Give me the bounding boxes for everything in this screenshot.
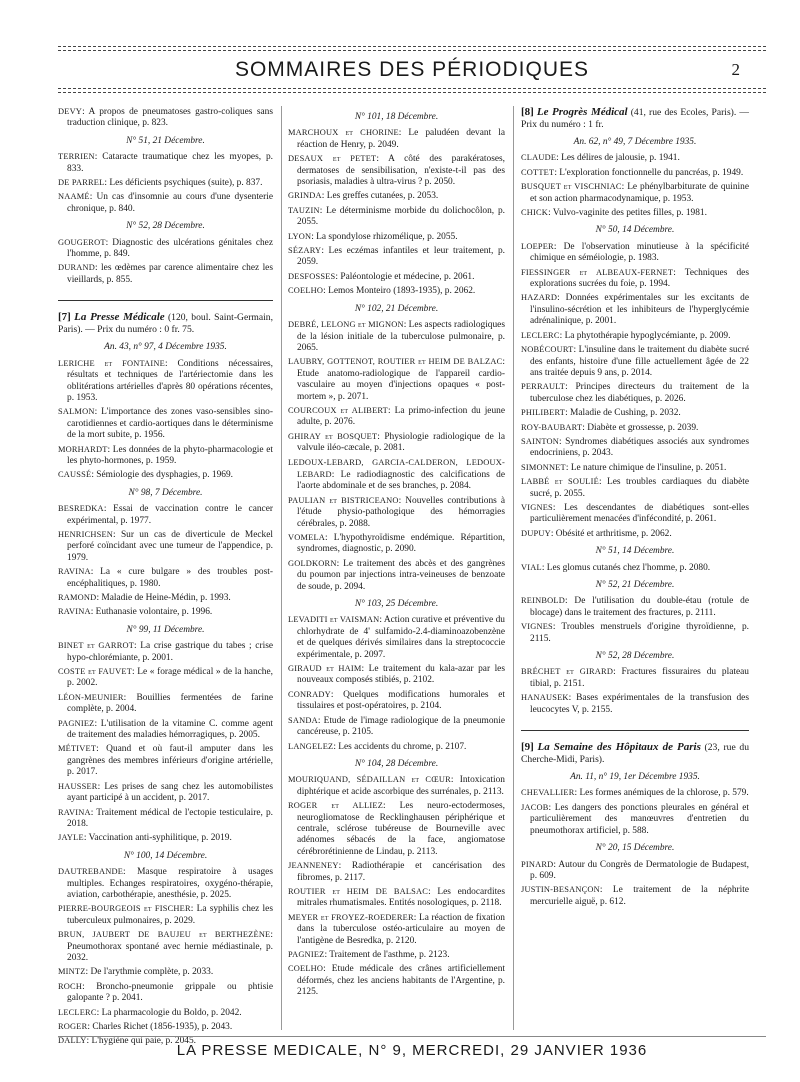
journal-info: (41, rue des Ecoles, Paris). — Prix du numéro : 1 fr. bbox=[521, 107, 750, 130]
article-entry bbox=[58, 866, 273, 901]
article-title: : Les données de la phyto-pharmacologie et les phyto-hormones, p. 1959. bbox=[67, 444, 273, 466]
article-authors: SALMON bbox=[58, 407, 95, 417]
article-title: : L'utilisation de la vitamine C. comme agent de traitement des maladies hémorragiques, p. 2005. bbox=[67, 718, 273, 741]
issue-heading: N° 52, 21 Décembre. bbox=[595, 580, 675, 590]
article-title: : Le nature chimique de l'insuline, p. 2051. bbox=[565, 462, 727, 473]
article-entry bbox=[521, 859, 749, 883]
article-authors: DURAND bbox=[58, 263, 96, 273]
issue-heading: N° 101, 18 Décembre. bbox=[354, 112, 439, 122]
article-title: : Quand et où faut-il amputer dans les gangrènes des membres inférieurs d'origine artérielle, p. 2017. bbox=[67, 744, 273, 778]
article-entry bbox=[521, 502, 749, 526]
journal-name: La Semaine des Hôpitaux de Paris bbox=[537, 741, 701, 754]
column-left bbox=[58, 106, 273, 1050]
article-entry bbox=[58, 358, 273, 405]
issue-heading: N° 98, 7 Décembre. bbox=[128, 487, 203, 498]
article-title: : Diagnostic des ulcérations génitales chez l'homme, p. 849. bbox=[67, 237, 273, 260]
article-authors: DEBRÉ, LELONG et MIGNON bbox=[288, 320, 404, 330]
article-entry bbox=[288, 614, 505, 661]
article-entry bbox=[58, 151, 273, 175]
article-authors: JEANNENEY bbox=[288, 861, 339, 871]
article-entry bbox=[288, 715, 505, 739]
issue-heading: N° 100, 14 Décembre. bbox=[123, 850, 208, 861]
article-authors: GOUGEROT bbox=[58, 237, 106, 247]
issue-heading: N° 50, 14 Décembre. bbox=[595, 225, 675, 236]
article-title: : les œdèmes par carence alimentaire chez les vieillards, p. 855. bbox=[67, 263, 273, 285]
article-title: : Les glomus cutanés chez l'homme, p. 2080. bbox=[541, 562, 711, 573]
article-title: : A côté des parakératoses, dermatoses de sensibilisation, n'existe-t-il pas des psoriasis, maladies à ultra-virus ? p. 2050. bbox=[297, 154, 505, 188]
article-entry bbox=[288, 205, 505, 229]
article-title: : Quelques modifications humorales et tissulaires et post-opératoires, p. 2104. bbox=[297, 689, 505, 712]
article-entry bbox=[288, 285, 505, 297]
article-title: : Le traitement du kala-azar par les nouveaux composés stibiés, p. 2102. bbox=[297, 664, 505, 686]
article-authors: CHEVALLIER bbox=[521, 788, 575, 798]
article-entry bbox=[288, 963, 505, 998]
article-title: : Les délires de jalousie, p. 1941. bbox=[556, 153, 680, 164]
article-entry bbox=[288, 741, 505, 753]
article-authors: DUPUY bbox=[521, 528, 551, 538]
article-entry bbox=[521, 884, 749, 908]
article-entry bbox=[521, 462, 749, 474]
article-title: : La primo-infection du jeune adulte, p. 2076. bbox=[297, 405, 505, 428]
article-title: : Etude médicale des crânes artificiellement déformés, chez les anciens habitants de l'Argentine, p. 2125. bbox=[297, 964, 505, 998]
column-right bbox=[521, 106, 749, 910]
journal-heading bbox=[521, 741, 749, 766]
article-entry bbox=[521, 422, 749, 434]
article-title: : Les eczémas infantiles et leur traitement, p. 2059. bbox=[297, 246, 505, 268]
article-title: : Les accidents du chrome, p. 2107. bbox=[333, 741, 467, 752]
article-title: : Le radiodiagnostic des calcifications de l'aorte abdominale et de ses branches, p. 2084. bbox=[297, 469, 505, 492]
article-entry bbox=[288, 800, 505, 858]
article-authors: LERICHE et FONTAINE bbox=[58, 358, 165, 368]
article-title: : De l'utilisation du double-étau (rotule de blocage) dans le traitement des fractures, p. 2111. bbox=[530, 596, 749, 618]
top-double-rule-1 bbox=[58, 46, 766, 47]
section-rule bbox=[58, 300, 273, 301]
article-entry bbox=[521, 476, 749, 500]
journal-number: [9] bbox=[521, 741, 534, 754]
article-entry bbox=[58, 503, 273, 527]
page-number: 2 bbox=[731, 60, 740, 79]
article-title: : L'hygiène qui paie, p. 2045. bbox=[86, 1036, 197, 1047]
article-entry bbox=[521, 407, 749, 419]
article-title: : Les neuro-ectodermoses, neurogliomatose de Recklinghausen périphérique et centrale, sclérose tubéreuse de Bourneville avec adénomes sébacés de la face, angiomatose cérébrorétinienne de Lindau, p. 2113. bbox=[297, 801, 505, 857]
article-title: : Obésité et arthritisme, p. 2062. bbox=[550, 528, 672, 539]
article-authors: GIRAUD et HAIM bbox=[288, 664, 362, 674]
article-authors: PINARD bbox=[521, 859, 554, 869]
article-title: : Sémiologie des dysphagies, p. 1969. bbox=[91, 470, 233, 481]
article-entry bbox=[58, 807, 273, 831]
article-authors: COTTET bbox=[521, 167, 555, 177]
article-entry bbox=[58, 566, 273, 590]
article-authors: JUSTIN-BESANÇON bbox=[521, 885, 600, 895]
article-title: : Traitement médical de l'ectopie testiculaire, p. 2018. bbox=[67, 807, 273, 829]
article-entry bbox=[521, 692, 749, 716]
article-authors: DESFOSSES bbox=[288, 271, 336, 281]
article-entry bbox=[521, 292, 749, 327]
article-entry bbox=[288, 495, 505, 530]
top-double-rule-2 bbox=[58, 50, 766, 51]
article-title: : Charles Richet (1856-1935), p. 2043. bbox=[87, 1022, 233, 1032]
article-entry bbox=[288, 405, 505, 429]
article-authors: MINTZ bbox=[58, 967, 86, 977]
article-authors: BRÉCHET et GIRARD bbox=[521, 667, 614, 677]
article-authors: ROGER et ALLIEZ bbox=[288, 801, 384, 811]
article-authors: SANDA bbox=[288, 715, 318, 725]
article-entry bbox=[288, 860, 505, 884]
article-authors: TAUZIN bbox=[288, 205, 320, 215]
article-title: : Le phénylbarbiturate de quinine et son action pharmacodynamique, p. 1953. bbox=[530, 182, 749, 204]
issue-heading: N° 51, 14 Décembre. bbox=[595, 546, 675, 557]
article-authors: COURCOUX et ALIBERT bbox=[288, 405, 389, 415]
article-entry bbox=[58, 781, 273, 805]
issue-heading: N° 52, 28 Décembre. bbox=[126, 221, 205, 232]
article-title: : Données expérimentales sur les excitants de l'insulino-sécrétion et les inhibiteurs de l'hyperglycémie adrénalinique, p. 2001. bbox=[530, 293, 749, 327]
article-entry bbox=[288, 949, 505, 961]
article-title: : L'exploration fonctionnelle du pancréas, p. 1949. bbox=[554, 167, 744, 178]
article-authors: GOLDKORN bbox=[288, 558, 337, 568]
article-title: : La réaction de fixation dans la tuberculose ostéo-articulaire au moyen de l'antigène de Besredka, p. 2120. bbox=[297, 912, 505, 946]
article-authors: VOMELA bbox=[288, 533, 326, 542]
article-authors: LAUBRY, GOTTENOT, ROUTIER et HEIM DE BALZAC bbox=[288, 357, 503, 367]
journal-number: [8] bbox=[521, 106, 534, 118]
article-title: : A propos de pneumatoses gastro-coliques sans traduction clinique, p. 823. bbox=[67, 107, 273, 129]
article-title: : Le paludéen devant la réaction de Henry, p. 2049. bbox=[297, 128, 505, 150]
article-authors: BUSQUET et VISCHNIAC bbox=[521, 182, 622, 192]
article-title: : Intoxication diphtérique et acide ascorbique des surrénales, p. 2113. bbox=[297, 775, 505, 797]
article-authors: COELHO bbox=[288, 286, 324, 296]
article-authors: JACOB bbox=[521, 802, 549, 812]
article-title: : De l'arythmie complète, p. 2033. bbox=[85, 967, 214, 978]
article-title: : Principes directeurs du traitement de la tuberculose chez les diabétiques, p. 2026. bbox=[530, 382, 749, 404]
article-authors: CONRADY bbox=[288, 689, 331, 699]
article-title: : Paléontologie et médecine, p. 2061. bbox=[335, 271, 475, 282]
column-separator-left bbox=[281, 106, 282, 1030]
article-title: : Nouvelles contributions à l'étude physio-pathologique des hémorragies cérébrales, p. 2088. bbox=[297, 495, 505, 529]
article-authors: JAYLE bbox=[58, 833, 84, 843]
article-title: : Fractures fissuraires du plateau tibial, p. 2151. bbox=[530, 667, 749, 689]
article-title: : La « cure bulgare » des troubles post-encéphalitiques, p. 1980. bbox=[67, 567, 273, 589]
article-title: : Les dangers des ponctions pleurales en général et particulièrement des manœuvres d'entretien du pneumothorax artificiel, p. 588. bbox=[530, 802, 749, 836]
article-title: : Les formes anémiques de la chlorose, p. 579. bbox=[574, 788, 749, 799]
article-title: : Etude de l'image radiologique de la pneumonie cancéreuse, p. 2105. bbox=[297, 715, 505, 738]
article-title: : L'importance des zones vaso-sensibles sino-carotidiennes et cardio-aortiques dans le déterminisme de la mort subite, p. 1956. bbox=[67, 407, 273, 441]
article-title: : Action curative et préventive du chlorhydrate de 4' sulfamido-2.4-diaminoazobenzène et de quelques dérivés similaires dans la streptococcie expérimentale, p. 2097. bbox=[297, 615, 505, 660]
article-entry bbox=[521, 241, 749, 265]
article-entry bbox=[288, 457, 505, 493]
article-entry bbox=[58, 592, 273, 604]
article-entry bbox=[288, 886, 505, 910]
article-title: : Masque respiratoire à usages multiples. Echanges respiratoires, oxygéno-thérapie, aviation, carbothérapie, anesthésie, p. 2025. bbox=[67, 867, 273, 900]
article-entry bbox=[288, 127, 505, 151]
article-authors: BESREDKA bbox=[58, 504, 104, 514]
article-authors: LANGELEZ bbox=[288, 741, 334, 751]
article-title: : Le traitement de la néphrite mercurielle aiguë, p. 612. bbox=[530, 885, 749, 907]
article-entry bbox=[58, 237, 273, 261]
article-authors: COELHO bbox=[288, 964, 324, 974]
column-middle bbox=[288, 106, 505, 1001]
article-title: : Le « forage médical » de la hanche, p. 2002. bbox=[67, 667, 273, 689]
article-entry bbox=[288, 532, 505, 556]
article-entry bbox=[288, 558, 505, 593]
article-title: : Vulvo-vaginite des petites filles, p. 1981. bbox=[548, 208, 707, 219]
article-title: : Syndromes diabétiques associés aux syndromes endocriniens, p. 2043. bbox=[530, 436, 749, 459]
article-entry bbox=[58, 469, 273, 481]
article-entry bbox=[58, 718, 273, 742]
article-entry bbox=[521, 344, 749, 379]
article-title: : Le déterminisme morbide du dolichocôlon, p. 2055. bbox=[297, 205, 505, 228]
article-entry bbox=[521, 152, 749, 164]
article-authors: PERRAULT bbox=[521, 382, 566, 392]
article-title: : Le traitement des abcès et des gangrènes du poumon par injections intra-veineuses de benzoate de soude, p. 2094. bbox=[297, 558, 505, 592]
article-entry bbox=[58, 966, 273, 978]
article-authors: CHICK bbox=[521, 208, 549, 218]
article-authors: HAZARD bbox=[521, 293, 558, 303]
article-title: : La crise gastrique du tabes ; crise hypo-chlorémiante, p. 2001. bbox=[67, 641, 274, 663]
article-authors: VIAL bbox=[521, 562, 542, 572]
article-title: : Maladie de Heine-Médin, p. 1993. bbox=[96, 593, 231, 603]
article-entry bbox=[521, 381, 749, 405]
article-authors: DESAUX et PETET bbox=[288, 154, 377, 164]
article-title: : Conditions nécessaires, résultats et techniques de l'artériectomie dans les oblitérations artérielles d'après 80 opérations récentes, p. 1953. bbox=[67, 358, 273, 403]
article-title: : L'insuline dans le traitement du diabète sucré des enfants, histoire d'une fille actuellement âgée de 22 ans traitée depuis 9 ans, p. 2014. bbox=[530, 345, 749, 378]
article-authors: PIERRE-BOURGEOIS et FISCHER bbox=[58, 904, 191, 914]
article-title: : Radiothérapie et cancérisation des fibromes, p. 2117. bbox=[297, 861, 505, 883]
article-title: : La spondylose rhizomélique, p. 2055. bbox=[311, 231, 458, 242]
article-authors: NOBÉCOURT bbox=[521, 345, 574, 355]
article-title: : Bases expérimentales de la transfusion des leucocytes V, p. 2155. bbox=[530, 693, 749, 715]
article-entry bbox=[521, 167, 749, 179]
article-authors: CLAUDE bbox=[521, 153, 557, 163]
article-authors: ROY-BAUBART bbox=[521, 422, 583, 432]
article-authors: RAVINA bbox=[58, 607, 91, 617]
article-authors: PAGNIEZ bbox=[288, 950, 325, 959]
article-authors: PHILIBERT bbox=[521, 408, 566, 418]
article-entry bbox=[521, 181, 749, 205]
article-authors: DALLY bbox=[58, 1036, 87, 1046]
article-entry bbox=[58, 106, 273, 130]
article-authors: CAUSSÉ bbox=[58, 470, 92, 480]
article-authors: LECLERC bbox=[521, 330, 560, 340]
article-entry bbox=[521, 436, 749, 460]
article-entry bbox=[521, 787, 749, 799]
article-entry bbox=[288, 663, 505, 687]
article-title: : Un cas d'insomnie au cours d'une dysenterie chronique, p. 840. bbox=[67, 192, 273, 214]
article-entry bbox=[58, 743, 273, 778]
article-title: : Les prises de sang chez les automobilistes ayant participé à un accident, p. 2017. bbox=[67, 781, 273, 804]
article-entry bbox=[58, 262, 273, 286]
section-rule bbox=[521, 730, 749, 731]
article-entry bbox=[288, 231, 505, 243]
article-title: : L'hypothyroïdisme endémique. Répartition, syndromes, diagnostic, p. 2090. bbox=[297, 533, 505, 555]
article-authors: ROUTIER et HEIM DE BALSAC bbox=[288, 886, 429, 896]
article-entry bbox=[58, 606, 273, 618]
article-title: : Etude anatomo-radiologique de l'appareil cardio-vasculaire au moyen d'injections opaques « post-mortem », p. 2071. bbox=[297, 357, 505, 402]
article-authors: SÉZARY bbox=[288, 246, 322, 256]
article-title: : Les descendantes de diabétiques sont-elles particulièrement menacées d'infécondité, p. 2061. bbox=[530, 502, 749, 525]
article-authors: HAUSSER bbox=[58, 781, 98, 791]
article-authors: ROCH bbox=[58, 981, 83, 991]
article-authors: BINET et GARROT bbox=[58, 641, 135, 651]
article-authors: VIGNES bbox=[521, 622, 553, 632]
article-title: : La syphilis chez les tuberculeux pulmonaires, p. 2029. bbox=[67, 904, 273, 926]
article-authors: MEYER et FROYEZ-ROEDERER bbox=[288, 912, 414, 922]
article-authors: SIMONNET bbox=[521, 462, 566, 472]
article-authors: TERRIEN bbox=[58, 152, 95, 162]
header-bottom-rule-1 bbox=[58, 88, 766, 89]
article-entry bbox=[58, 444, 273, 468]
article-entry bbox=[288, 356, 505, 403]
article-authors: SAINTON bbox=[521, 436, 560, 446]
article-entry bbox=[288, 271, 505, 283]
article-entry bbox=[521, 528, 749, 540]
article-title: : Physiologie radiologique de la valvule iléo-cæcale, p. 2081. bbox=[297, 431, 505, 454]
article-entry bbox=[521, 330, 749, 342]
issue-heading: N° 52, 28 Décembre. bbox=[595, 651, 675, 662]
article-title: : Les aspects radiologiques de la lésion initiale de la tuberculose pulmonaire, p. 2065. bbox=[297, 320, 505, 353]
journal-info: (120, boul. Saint-Germain, Paris). — Prix du numéro : 0 fr. 75. bbox=[58, 312, 274, 336]
article-entry bbox=[288, 912, 505, 947]
article-entry bbox=[58, 640, 273, 664]
article-entry bbox=[288, 689, 505, 713]
article-authors: DEVY bbox=[58, 107, 83, 116]
article-title: : Autour du Congrès de Dermatologie de Budapest, p. 609. bbox=[530, 859, 749, 881]
article-authors: LÉON-MEUNIER bbox=[58, 692, 124, 702]
article-authors: REINBOLD bbox=[521, 596, 565, 606]
article-entry bbox=[521, 562, 749, 574]
article-entry bbox=[521, 207, 749, 219]
article-entry bbox=[521, 621, 749, 645]
article-title: : Lemos Monteiro (1893-1935), p. 2062. bbox=[323, 286, 476, 297]
issue-heading: An. 43, n° 97, 4 Décembre 1935. bbox=[104, 342, 227, 353]
issue-heading: An. 62, n° 49, 7 Décembre 1935. bbox=[573, 137, 697, 147]
article-authors: MORHARDT bbox=[58, 444, 108, 454]
article-authors: GRINDA bbox=[288, 191, 322, 201]
article-authors: ROGER bbox=[58, 1022, 88, 1031]
issue-heading: N° 99, 11 Décembre. bbox=[126, 624, 205, 635]
article-authors: RAMOND bbox=[58, 593, 97, 602]
issue-heading: N° 103, 25 Décembre. bbox=[354, 599, 439, 610]
article-title: : Traitement de l'asthme, p. 2123. bbox=[324, 950, 450, 960]
article-authors: RAVINA bbox=[58, 567, 91, 577]
article-title: : Les greffes cutanées, p. 2053. bbox=[321, 191, 439, 202]
article-title: : La pharmacologie du Boldo, p. 2042. bbox=[96, 1007, 242, 1018]
article-entry bbox=[288, 190, 505, 202]
article-authors: FIESSINGER et ALBEAUX-FERNET bbox=[521, 267, 674, 277]
journal-heading bbox=[521, 106, 749, 131]
article-title: : Les déficients psychiques (suite), p. 837. bbox=[104, 178, 263, 189]
journal-name: Le Progrès Médical bbox=[536, 106, 628, 118]
article-entry bbox=[521, 595, 749, 619]
article-entry bbox=[58, 529, 273, 564]
article-entry bbox=[58, 406, 273, 441]
article-entry bbox=[288, 319, 505, 354]
issue-heading: N° 51, 21 Décembre. bbox=[126, 135, 205, 146]
header-bottom-rule-2 bbox=[58, 92, 766, 93]
article-entry bbox=[521, 267, 749, 291]
article-authors: DE PARREL bbox=[58, 178, 105, 188]
article-authors: LEDOUX-LEBARD, GARCIA-CALDERON, LEDOUX-LEBARD bbox=[288, 457, 505, 479]
article-title: : Troubles menstruels d'origine thyroïdienne, p. 2115. bbox=[530, 622, 749, 644]
article-title: : Sur un cas de diverticule de Meckel perforé coïncidant avec une tumeur de l'appendice, p. 1979. bbox=[67, 529, 273, 563]
article-title: : Les troubles cardiaques du diabète sucré, p. 2055. bbox=[530, 477, 749, 499]
article-authors: COSTE et FAUVET bbox=[58, 667, 133, 677]
article-entry bbox=[58, 903, 273, 927]
article-authors: RAVINA bbox=[58, 807, 91, 817]
article-authors: VIGNES bbox=[521, 502, 553, 512]
article-entry bbox=[521, 802, 749, 837]
article-authors: NAAMÉ bbox=[58, 192, 90, 202]
article-authors: LEVADITI et VAISMAN bbox=[288, 615, 380, 625]
article-authors: HANAUSEK bbox=[521, 693, 569, 703]
journal-name: La Presse Médicale bbox=[74, 311, 165, 324]
article-title: : Bouillies fermentées de farine complète, p. 2004. bbox=[67, 692, 273, 715]
article-entry bbox=[58, 191, 273, 215]
article-authors: GHIRAY et BOSQUET bbox=[288, 431, 378, 441]
page-title: SOMMAIRES DES PÉRIODIQUES bbox=[234, 58, 590, 81]
article-entry bbox=[521, 666, 749, 690]
issue-heading: An. 11, n° 19, 1er Décembre 1935. bbox=[570, 772, 700, 783]
article-title: : La phytothérapie hypoglycémiante, p. 2009. bbox=[559, 330, 731, 341]
journal-heading bbox=[58, 311, 273, 336]
article-authors: MOURIQUAND, SÉDAILLAN et CŒUR bbox=[288, 775, 451, 785]
article-entry bbox=[58, 177, 273, 189]
article-title: : Essai de vaccination contre le cancer expérimental, p. 1977. bbox=[67, 504, 273, 526]
article-entry bbox=[288, 153, 505, 188]
article-title: : Pneumothorax spontané avec hernie médiastinale, p. 2032. bbox=[67, 930, 273, 963]
article-authors: MARCHOUX et CHORINE bbox=[288, 128, 399, 138]
article-entry bbox=[288, 431, 505, 455]
article-authors: PAGNIEZ bbox=[58, 718, 95, 728]
article-entry bbox=[58, 832, 273, 844]
issue-heading: N° 102, 21 Décembre. bbox=[354, 303, 439, 314]
issue-heading: N° 20, 15 Décembre. bbox=[595, 843, 675, 854]
article-title: : Maladie de Cushing, p. 2032. bbox=[565, 408, 681, 419]
article-title: : Cataracte traumatique chez les myopes, p. 833. bbox=[67, 152, 273, 174]
article-authors: LABBÉ et SOULIÉ bbox=[521, 477, 599, 487]
article-authors: DAUTREBANDE bbox=[58, 867, 124, 877]
article-authors: LECLERC bbox=[58, 1007, 97, 1017]
article-entry bbox=[58, 1007, 273, 1019]
article-authors: LOEPER bbox=[521, 241, 554, 251]
article-title: : Techniques des explorations sucrées du foie, p. 1994. bbox=[530, 267, 749, 290]
article-authors: BRUN, JAUBERT DE BAUJEU et BERTHEZÈNE bbox=[58, 930, 271, 940]
article-entry bbox=[58, 929, 273, 964]
article-title: : Diabète et grossesse, p. 2039. bbox=[582, 422, 699, 433]
article-entry bbox=[58, 981, 273, 1005]
journal-info: (23, rue du Cherche-Midi, Paris). bbox=[521, 742, 750, 766]
journal-number: [7] bbox=[58, 311, 71, 324]
article-entry bbox=[58, 692, 273, 716]
article-entry bbox=[58, 666, 273, 690]
article-authors: LYON bbox=[288, 231, 312, 241]
article-title: : De l'observation minutieuse à la spécificité chimique en séméiologie, p. 1983. bbox=[530, 241, 749, 264]
article-authors: MÉTIVET bbox=[58, 744, 97, 754]
article-title: : Les endocardites mitrales rhumatismales. Entités nosologiques, p. 2118. bbox=[297, 886, 505, 909]
article-entry bbox=[288, 245, 505, 269]
footer-top-rule bbox=[58, 1036, 766, 1037]
article-entry bbox=[288, 774, 505, 798]
column-separator-right bbox=[513, 106, 514, 1030]
article-entry bbox=[58, 1021, 273, 1033]
issue-heading: N° 104, 28 Décembre. bbox=[354, 758, 439, 769]
article-authors: HENRICHSEN bbox=[58, 529, 114, 539]
article-title: : Broncho-pneumonie grippale ou phtisie galopante ? p. 2041. bbox=[67, 981, 273, 1004]
article-title: : Vaccination anti-syphilitique, p. 2019. bbox=[83, 833, 232, 844]
article-authors: PAULIAN et BISTRICEANO bbox=[288, 495, 399, 505]
page-footer: LA PRESSE MEDICALE, N° 9, MERCREDI, 29 JANVIER 1936 bbox=[176, 1042, 648, 1059]
article-title: : Euthanasie volontaire, p. 1996. bbox=[90, 607, 213, 618]
